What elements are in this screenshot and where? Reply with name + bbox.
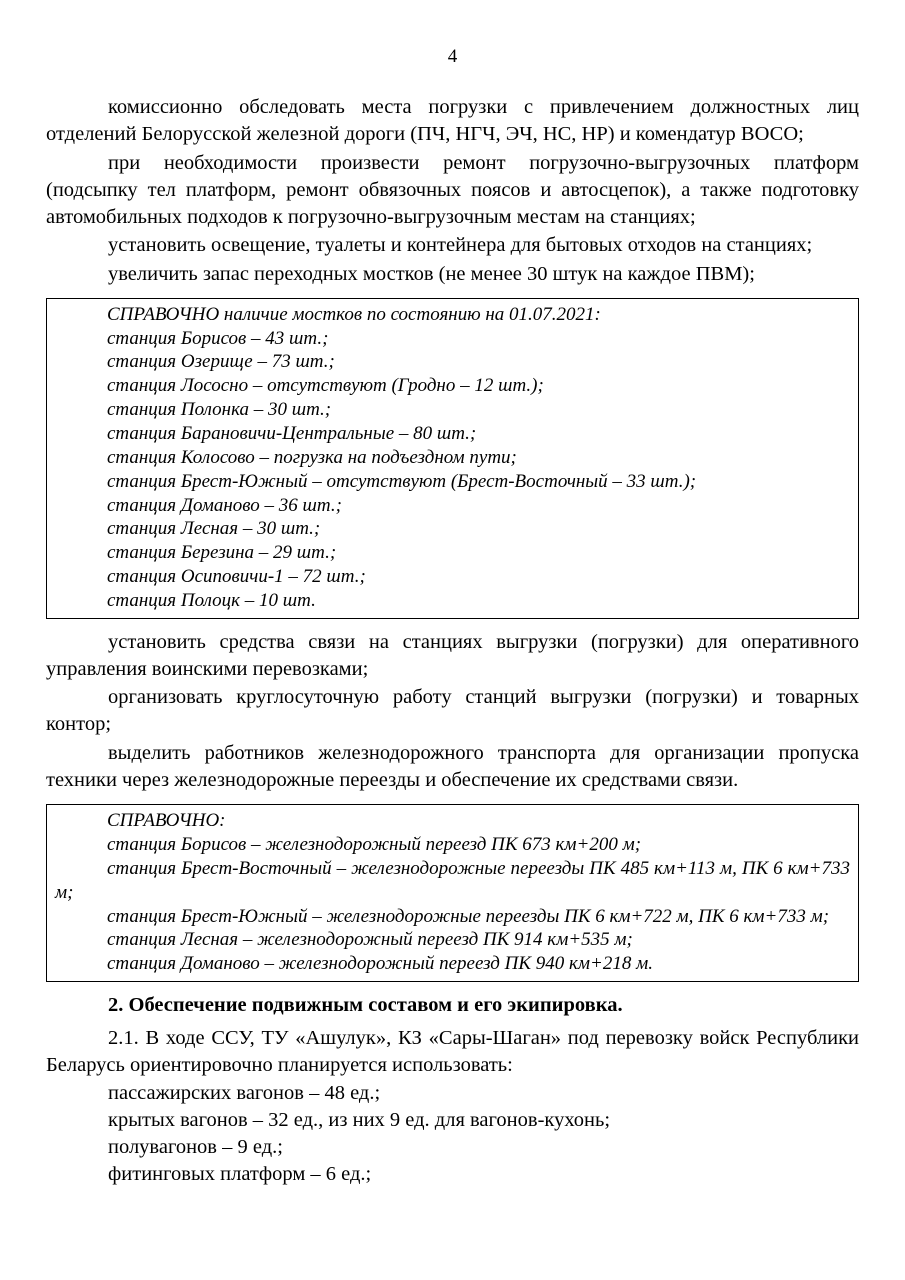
page-number: 4: [447, 46, 458, 67]
list-item: пассажирских вагонов – 48 ед.;: [108, 1081, 381, 1104]
paragraph: выделить работников железнодорожного транспорта для организации пропуска техники через железнодорожные переезды и обеспечение их средствами связи.: [46, 741, 859, 791]
reference-line: станция Доманово – 36 шт.;: [107, 494, 342, 516]
reference-line: станция Лесная – 30 шт.;: [107, 518, 321, 540]
reference-line: станция Брест-Южный – железнодорожные переезды ПК 6 км+722 м, ПК 6 км+733 м;: [107, 905, 830, 927]
paragraph: организовать круглосуточную работу станций выгрузки (погрузки) и товарных контор;: [46, 686, 859, 736]
reference-line: станция Барановичи-Центральные – 80 шт.;: [107, 422, 477, 444]
section-intro: 2.1. В ходе ССУ, ТУ «Ашулук», КЗ «Сары-Шаган» под перевозку войск Республики Беларусь ориентировочно планируется использовать:: [46, 1027, 859, 1077]
list-item: крытых вагонов – 32 ед., из них 9 ед. для вагонов-кухонь;: [108, 1108, 611, 1131]
paragraph: установить средства связи на станциях выгрузки (погрузки) для оперативного управления воинскими перевозками;: [46, 630, 859, 680]
reference-line: станция Березина – 29 шт.;: [107, 542, 337, 564]
reference-box-title: СПРАВОЧНО наличие мостков по состоянию на 01.07.2021:: [107, 303, 601, 325]
reference-line: станция Осиповичи-1 – 72 шт.;: [107, 566, 366, 588]
reference-line: станция Борисов – железнодорожный переезд ПК 673 км+200 м;: [107, 834, 642, 856]
reference-line: станция Полоцк – 10 шт.: [107, 589, 316, 611]
reference-line: станция Колосово – погрузка на подъездном пути;: [107, 446, 517, 468]
list-item: полувагонов – 9 ед.;: [108, 1136, 283, 1159]
reference-line: станция Борисов – 43 шт.;: [107, 327, 329, 349]
list-item: фитинговых платформ – 6 ед.;: [108, 1163, 372, 1186]
reference-line: станция Полонка – 30 шт.;: [107, 399, 332, 421]
paragraph: комиссионно обследовать места погрузки с привлечением должностных лиц отделений Белорусской железной дороги (ПЧ, НГЧ, ЭЧ, НС, НР) и комендатур ВОСО;: [46, 96, 859, 146]
reference-box-title: СПРАВОЧНО:: [107, 810, 226, 832]
reference-line: станция Лососно – отсутствуют (Гродно – 12 шт.);: [107, 375, 544, 397]
paragraph: увеличить запас переходных мостков (не менее 30 штук на каждое ПВМ);: [108, 262, 755, 285]
reference-box-bridges: [46, 298, 859, 619]
reference-line: станция Лесная – железнодорожный переезд ПК 914 км+535 м;: [107, 929, 633, 951]
paragraph: при необходимости произвести ремонт погрузочно-выгрузочных платформ (подсыпку тел платформ, ремонт обвязочных поясов и автосцепок), а также подготовку автомобильных подходов к погрузочно-выгрузочным местам на станциях;: [46, 151, 859, 228]
reference-line: станция Брест-Южный – отсутствуют (Брест-Восточный – 33 шт.);: [107, 470, 697, 492]
reference-line: станция Брест-Восточный – железнодорожные переезды ПК 485 км+113 м, ПК 6 км+733 м;: [55, 857, 850, 903]
section-heading: 2. Обеспечение подвижным составом и его экипировка.: [108, 994, 623, 1017]
reference-box-crossings: [46, 804, 859, 982]
reference-line: станция Озерище – 73 шт.;: [107, 351, 335, 373]
paragraph: установить освещение, туалеты и контейнера для бытовых отходов на станциях;: [108, 234, 813, 257]
reference-line: станция Доманово – железнодорожный переезд ПК 940 км+218 м.: [107, 953, 653, 975]
